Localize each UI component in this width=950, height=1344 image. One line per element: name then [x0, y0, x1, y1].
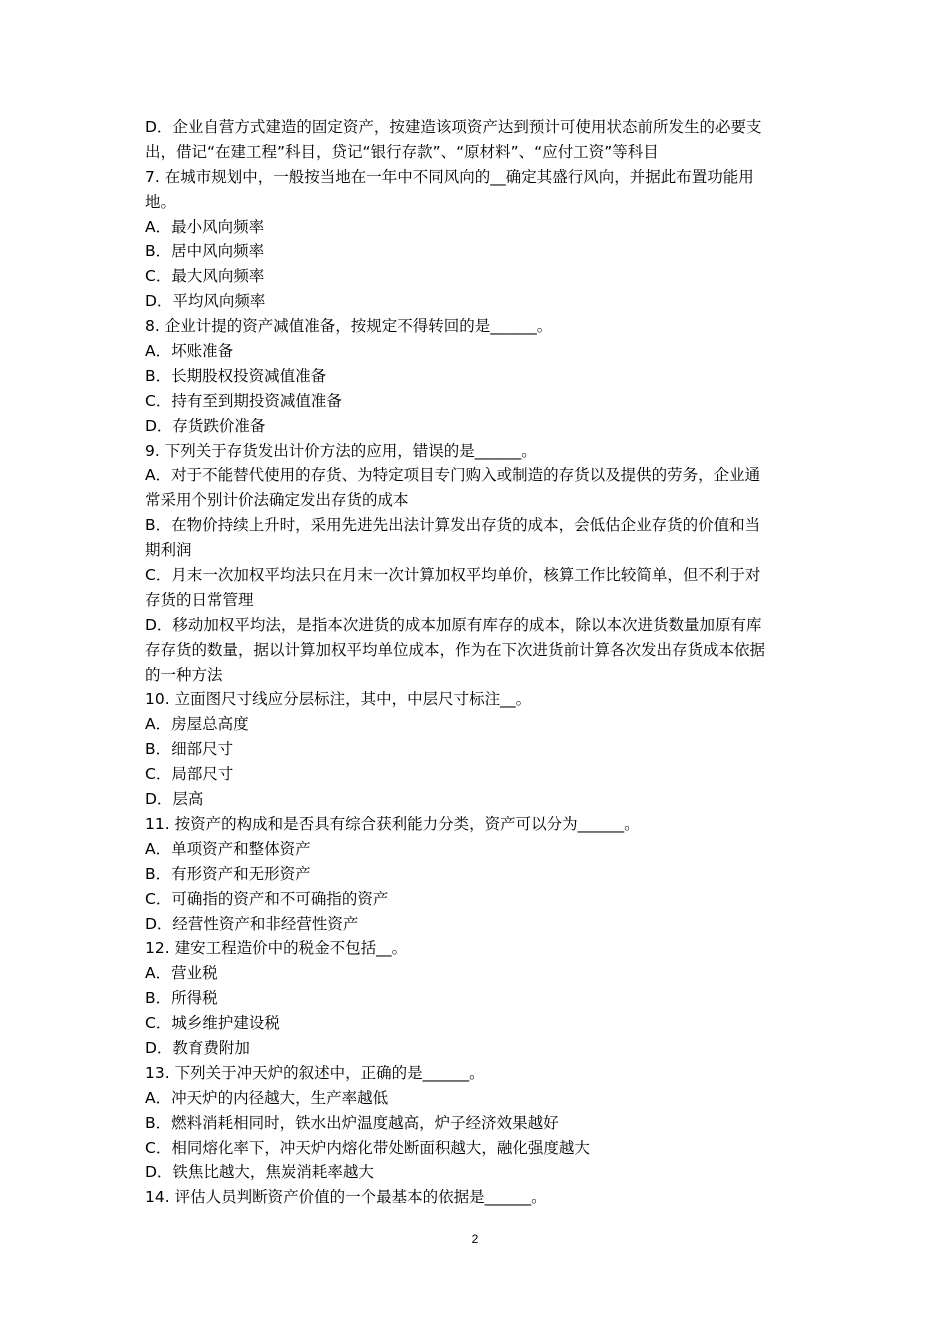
- option-b: B．居中风向频率: [145, 242, 265, 261]
- option-a: A．坏账准备: [145, 342, 234, 361]
- option-c: C．可确指的资产和不可确指的资产: [145, 889, 389, 908]
- option-b: B．长期股权投资减值准备: [145, 366, 327, 385]
- text-line: 出，借记“在建工程”科目，贷记“银行存款”、“原材料”、“应付工资”等科目: [145, 142, 659, 161]
- option-a: A．冲天炉的内径越大，生产率越低: [145, 1088, 389, 1107]
- option-a: A．营业税: [145, 964, 218, 983]
- option-c: C．城乡维护建设税: [145, 1014, 280, 1033]
- option-c: C．持有至到期投资减值准备: [145, 391, 342, 410]
- text-line: 常采用个别计价法确定发出存货的成本: [145, 491, 409, 510]
- option-b: B．在物价持续上升时，采用先进先出法计算发出存货的成本，会低估企业存货的价值和当: [145, 516, 761, 535]
- text-line: D．企业自营方式建造的固定资产，按建造该项资产达到预计可使用状态前所发生的必要支: [145, 118, 762, 136]
- text-line: 的一种方法: [145, 665, 223, 684]
- text-line: 期利润: [145, 541, 192, 560]
- option-d: D．教育费附加: [145, 1038, 250, 1057]
- option-a: A．对于不能替代使用的存货、为特定项目专门购入或制造的存货以及提供的劳务，企业通: [145, 466, 761, 485]
- question-14: 14. 评估人员判断资产价值的一个最基本的依据是______。: [145, 1188, 547, 1207]
- option-d: D．层高: [145, 790, 204, 809]
- question-9: 9. 下列关于存货发出计价方法的应用，错误的是______。: [145, 441, 537, 460]
- option-d: D．铁焦比越大，焦炭消耗率越大: [145, 1163, 374, 1182]
- option-c: C．相同熔化率下，冲天炉内熔化带处断面积越大，融化强度越大: [145, 1138, 590, 1157]
- option-c: C．局部尺寸: [145, 765, 234, 784]
- option-b: B．有形资产和无形资产: [145, 864, 311, 883]
- option-c: C．月末一次加权平均法只在月末一次计算加权平均单价，核算工作比较简单，但不利于对: [145, 566, 761, 585]
- question-13: 13. 下列关于冲天炉的叙述中，正确的是______。: [145, 1063, 485, 1082]
- question-8: 8. 企业计提的资产减值准备，按规定不得转回的是______。: [145, 317, 553, 336]
- question-7: 7. 在城市规划中，一般按当地在一年中不同风向的__确定其盛行风向，并据此布置功能用: [145, 167, 754, 186]
- question-12: 12. 建安工程造价中的税金不包括__。: [145, 939, 408, 958]
- option-d: D．存货跌价准备: [145, 416, 266, 435]
- option-a: A．单项资产和整体资产: [145, 839, 311, 858]
- question-11: 11. 按资产的构成和是否具有综合获利能力分类，资产可以分为______。: [145, 814, 640, 833]
- option-d: D．平均风向频率: [145, 292, 266, 311]
- question-10: 10. 立面图尺寸线应分层标注，其中，中层尺寸标注__。: [145, 690, 532, 709]
- document-body: [145, 115, 811, 1210]
- text-line: 地。: [145, 192, 177, 211]
- option-d: D．经营性资产和非经营性资产: [145, 914, 359, 933]
- text-line: 存存货的数量，据以计算加权平均单位成本，作为在下次进货前计算各次发出存货成本依据: [145, 640, 766, 659]
- option-b: B．细部尺寸: [145, 740, 234, 759]
- text-line: 存货的日常管理: [145, 590, 254, 609]
- page-number: 2: [471, 1232, 479, 1246]
- option-a: A．最小风向频率: [145, 217, 265, 236]
- option-c: C．最大风向频率: [145, 267, 265, 286]
- option-b: B．燃料消耗相同时，铁水出炉温度越高，炉子经济效果越好: [145, 1113, 559, 1132]
- option-b: B．所得税: [145, 989, 218, 1008]
- option-d: D．移动加权平均法，是指本次进货的成本加原有库存的成本，除以本次进货数量加原有库: [145, 615, 762, 634]
- option-a: A．房屋总高度: [145, 715, 249, 734]
